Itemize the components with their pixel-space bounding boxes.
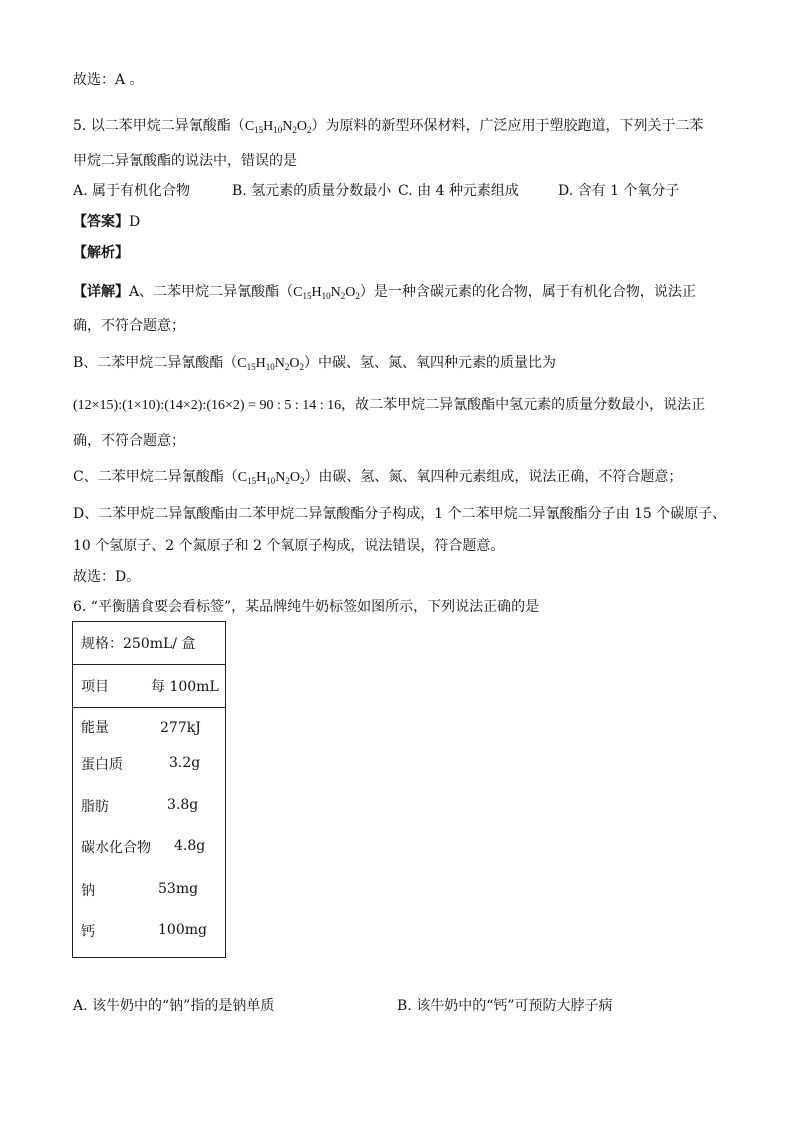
mass-ratio-formula: (12×15):(1×10):(14×2):(16×2) = 90 : 5 : 14 : 16 <box>73 398 342 413</box>
per-header: 每 100mL <box>151 679 219 695</box>
detail-c-formula: $C_{15}H_{10}N_2O_2$ <box>237 470 305 486</box>
detail-b-line-1: B、二苯甲烷二异氰酸酯$(C_{15}H_{10}N_2O_2)$中碳、氢、氮、氧四种元素的质量比为 <box>73 355 557 372</box>
table-divider <box>73 664 225 665</box>
item-header: 项目 <box>81 679 109 695</box>
question-5-line-2: 甲烷二异氰酸酯的说法中，错误的是 <box>73 153 297 169</box>
answer-line <box>73 212 140 232</box>
nutrient-value: 4.8g <box>174 838 206 854</box>
nutrient-value: 100mg <box>158 922 207 938</box>
detail-d-line-2: 10 个氢原子、2 个氮原子和 2 个氧原子构成，说法错误，符合题意。 <box>73 538 505 554</box>
nutrient-value: 3.8g <box>167 797 199 813</box>
q5-option-a: A. 属于有机化合物 <box>73 183 191 199</box>
detail-a-line-1: 【详解】A、二苯甲烷二异氰酸酯$(C_{15}H_{10}N_2O_2)$是一种含碳元素的化合物，属于有机化合物，说法正 <box>73 284 696 301</box>
nutrient-name: 碳水化合物 <box>81 840 151 856</box>
analysis-label: 【解析】 <box>73 245 129 261</box>
q6-option-b: B. 该牛奶中的“钙”可预防大脖子病 <box>397 998 613 1014</box>
q5-text-pre: 5. 以二苯甲烷二异氰酸酯（ <box>73 118 245 134</box>
nutrition-label-table <box>72 621 226 958</box>
detail-b-line-2: (12×15):(1×10):(14×2):(16×2) = 90 : 5 : 14 : 16，故二苯甲烷二异氰酸酯中氢元素的质量分数最小，说法正 <box>73 397 706 413</box>
nutrient-name: 钙 <box>81 924 95 940</box>
q5-text-post: ）为原料的新型环保材料，广泛应用于塑胶跑道，下列关于二苯 <box>311 118 704 134</box>
nutrient-value: 53mg <box>158 881 199 897</box>
nutrient-name: 脂肪 <box>81 799 109 815</box>
answer-value: D <box>129 214 141 230</box>
question-6-line-1: 6. “平衡膳食要会看标签”，某品牌纯牛奶标签如图所示，下列说法正确的是 <box>73 599 540 615</box>
detail-b-formula: $C_{15}H_{10}N_2O_2$ <box>237 356 305 372</box>
detail-a-formula: $C_{15}H_{10}N_2O_2$ <box>293 285 360 301</box>
detail-a-line-2: 确，不符合题意； <box>73 318 185 334</box>
spec-text: 规格：250mL/ 盒 <box>81 636 196 652</box>
q5-option-b: B. 氢元素的质量分数最小 <box>232 183 392 199</box>
previous-conclusion: 故选：A 。 <box>73 72 144 88</box>
nutrient-name: 能量 <box>81 720 109 736</box>
nutrient-name: 蛋白质 <box>81 757 123 773</box>
nutrient-value: 3.2g <box>169 755 201 771</box>
detail-d-line-1: D、二苯甲烷二异氰酸酯由二苯甲烷二异氰酸酯分子构成，1 个二苯甲烷二异氰酸酯分子由 15 个碳原子、 <box>73 506 727 522</box>
nutrient-value: 277kJ <box>160 720 201 736</box>
answer-label: 【答案】 <box>73 214 129 230</box>
detail-b-line-3: 确，不符合题意； <box>73 433 185 449</box>
q5-option-c: C. 由 4 种元素组成 <box>398 183 519 199</box>
detail-label: 【详解】 <box>73 284 129 300</box>
detail-c-line: C、二苯甲烷二异氰酸酯$(C_{15}H_{10}N_2O_2)$由碳、氢、氮、氧四种元素组成，说法正确，不符合题意； <box>73 469 683 486</box>
q5-option-d: D. 含有 1 个氧分子 <box>558 183 680 199</box>
q5-formula: $C_{15}H_{10}N_2O_2$ <box>244 119 312 135</box>
q6-option-a: A. 该牛奶中的“钠”指的是钠单质 <box>73 998 275 1014</box>
conclusion-line: 故选：D。 <box>73 569 141 585</box>
table-divider <box>73 707 225 708</box>
nutrient-name: 钠 <box>81 883 95 899</box>
question-5-line-1 <box>73 116 704 140</box>
